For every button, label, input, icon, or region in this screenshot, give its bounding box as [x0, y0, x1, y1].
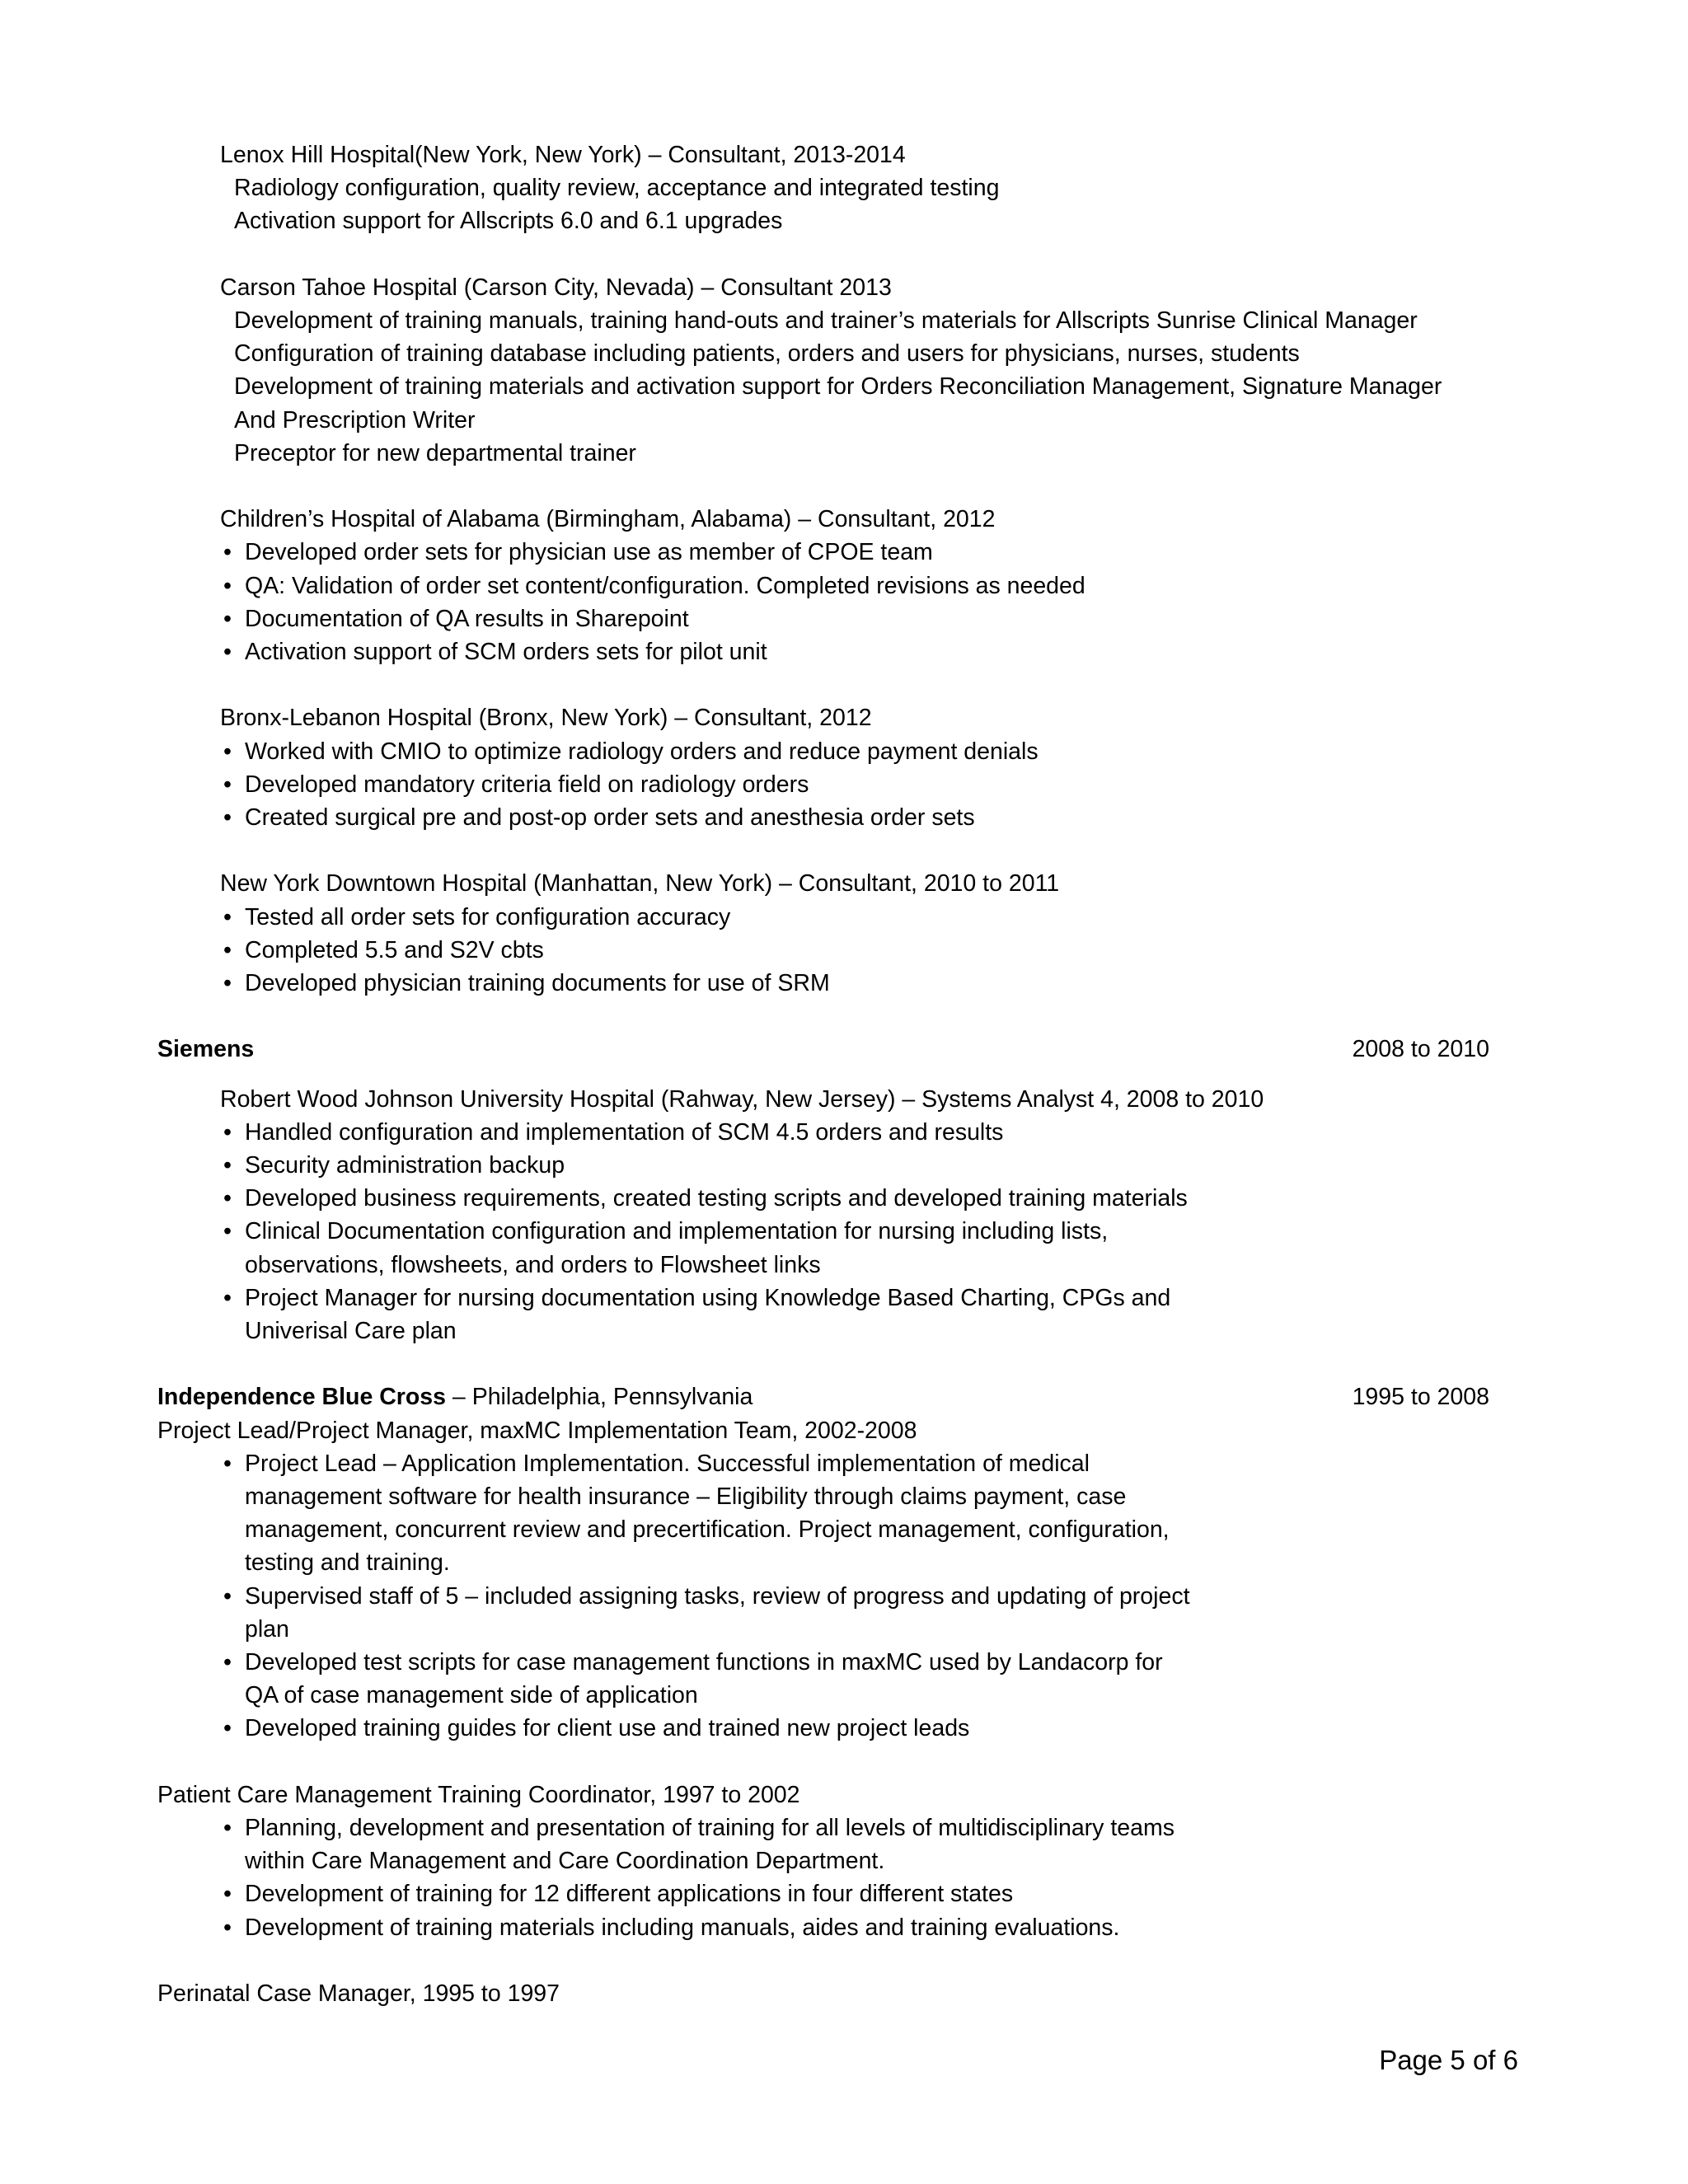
bullet-item: • Developed training guides for client use and trained new project leads [157, 1712, 1523, 1745]
role-bullets [157, 901, 1523, 1001]
bullet-item: • Security administration backup [157, 1149, 1523, 1182]
role-heading: Robert Wood Johnson University Hospital (Rahway, New Jersey) – Systems Analyst 4, 2008 to 2010 [220, 1085, 1264, 1113]
role-bullets [157, 1811, 1523, 1944]
role-childrens-hospital [220, 503, 1523, 536]
role-title: Patient Care Management Training Coordinator, 1997 to 2002 [157, 1781, 800, 1808]
employer-name: Independence Blue Cross [157, 1384, 447, 1411]
bullet-item: • Developed business requirements, created testing scripts and developed training materials [157, 1182, 1523, 1215]
bullet-item: • Planning, development and presentation of training for all levels of multidisciplinary teams within Care Management and Care Coordination Department. [157, 1811, 1523, 1877]
role-line: Preceptor for new departmental trainer [234, 439, 636, 466]
role-line: And Prescription Writer [234, 406, 476, 434]
role-bullets [157, 735, 1523, 835]
bullet-item: • Developed mandatory criteria field on radiology orders [157, 768, 1523, 801]
role-heading: New York Downtown Hospital (Manhattan, New York) – Consultant, 2010 to 2011 [220, 870, 1060, 898]
bullet-item: • Activation support of SCM orders sets for pilot unit [157, 635, 1523, 668]
role-line: Radiology configuration, quality review, acceptance and integrated testing [234, 175, 1000, 202]
bullet-item: • Developed physician training documents for use of SRM [157, 967, 1523, 1000]
bullet-item: • Worked with CMIO to optimize radiology orders and reduce payment denials [157, 735, 1523, 768]
role-bronx-lebanon [220, 701, 1523, 734]
bullet-item: • Project Lead – Application Implementation. Successful implementation of medical management software for health insurance – Eligibility through claims payment, case management, concurrent review and precertification. Project management, configuration, testing and training. [157, 1447, 1523, 1580]
role-line: Development of training manuals, training hand-outs and trainer’s materials for Allscripts Sunrise Clinical Manager [234, 307, 1418, 334]
bullet-item: • Clinical Documentation configuration and implementation for nursing including lists, observations, flowsheets, and orders to Flowsheet links [157, 1215, 1523, 1281]
spacer [157, 834, 1523, 867]
bullet-item: • Developed order sets for physician use as member of CPOE team [157, 536, 1523, 569]
role-heading: Bronx-Lebanon Hospital (Bronx, New York) – Consultant, 2012 [220, 705, 872, 732]
role-rwj [220, 1083, 1523, 1116]
employer-name: Siemens [157, 1036, 255, 1063]
role-bullets [157, 1116, 1523, 1347]
spacer [157, 1746, 1523, 1779]
employer-title [157, 1380, 753, 1413]
role-bullets [157, 536, 1523, 668]
role-bullets [157, 1447, 1523, 1746]
role-carson-tahoe [220, 271, 1523, 470]
bullet-item: • Development of training for 12 different applications in four different states [157, 1877, 1523, 1910]
bullet-item: • Completed 5.5 and S2V cbts [157, 934, 1523, 967]
employer-dates: 2008 to 2010 [1352, 1036, 1489, 1063]
employer-dates: 1995 to 2008 [1352, 1384, 1489, 1411]
bullet-item: • Handled configuration and implementation of SCM 4.5 orders and results [157, 1116, 1523, 1149]
role-heading: Carson Tahoe Hospital (Carson City, Nevada) – Consultant 2013 [220, 274, 892, 301]
bullet-item: • Development of training materials including manuals, aides and training evaluations. [157, 1911, 1523, 1944]
bullet-item: • Developed test scripts for case management functions in maxMC used by Landacorp for QA of case management side of application [157, 1646, 1523, 1712]
bullet-item: • Supervised staff of 5 – included assigning tasks, review of progress and updating of project plan [157, 1580, 1523, 1646]
employer-ibc-header [157, 1380, 1489, 1413]
role-heading: Lenox Hill Hospital(New York, New York) – Consultant, 2013-2014 [220, 142, 906, 168]
role-line: Development of training materials and activation support for Orders Reconciliation Management, Signature Manager [234, 373, 1442, 401]
bullet-item: • Project Manager for nursing documentation using Knowledge Based Charting, CPGs and Univerisal Care plan [157, 1282, 1523, 1347]
spacer [157, 470, 1523, 503]
role-title: Perinatal Case Manager, 1995 to 1997 [157, 1980, 560, 2008]
role-lenox-hill [220, 138, 1523, 238]
page-number: Page 5 of 6 [1379, 2045, 1518, 2075]
spacer [157, 1347, 1523, 1380]
bullet-item: • QA: Validation of order set content/configuration. Completed revisions as needed [157, 569, 1523, 602]
bullet-item: • Tested all order sets for configuration accuracy [157, 901, 1523, 934]
employer-location: – Philadelphia, Pennsylvania [446, 1384, 753, 1411]
role-heading: Children’s Hospital of Alabama (Birmingham, Alabama) – Consultant, 2012 [220, 506, 996, 533]
role-line: Configuration of training database including patients, orders and users for physicians, nurses, students [234, 340, 1300, 368]
spacer [157, 1944, 1523, 1977]
spacer [157, 1000, 1523, 1033]
employer-siemens-header [157, 1033, 1489, 1066]
role-ny-downtown [220, 867, 1523, 900]
role-title: Project Lead/Project Manager, maxMC Implementation Team, 2002-2008 [157, 1417, 917, 1444]
bullet-item: • Created surgical pre and post-op order sets and anesthesia order sets [157, 801, 1523, 834]
bullet-item: • Documentation of QA results in Sharepoint [157, 602, 1523, 635]
role-line: Activation support for Allscripts 6.0 and 6.1 upgrades [234, 208, 783, 235]
spacer [157, 668, 1523, 701]
spacer [157, 238, 1523, 271]
